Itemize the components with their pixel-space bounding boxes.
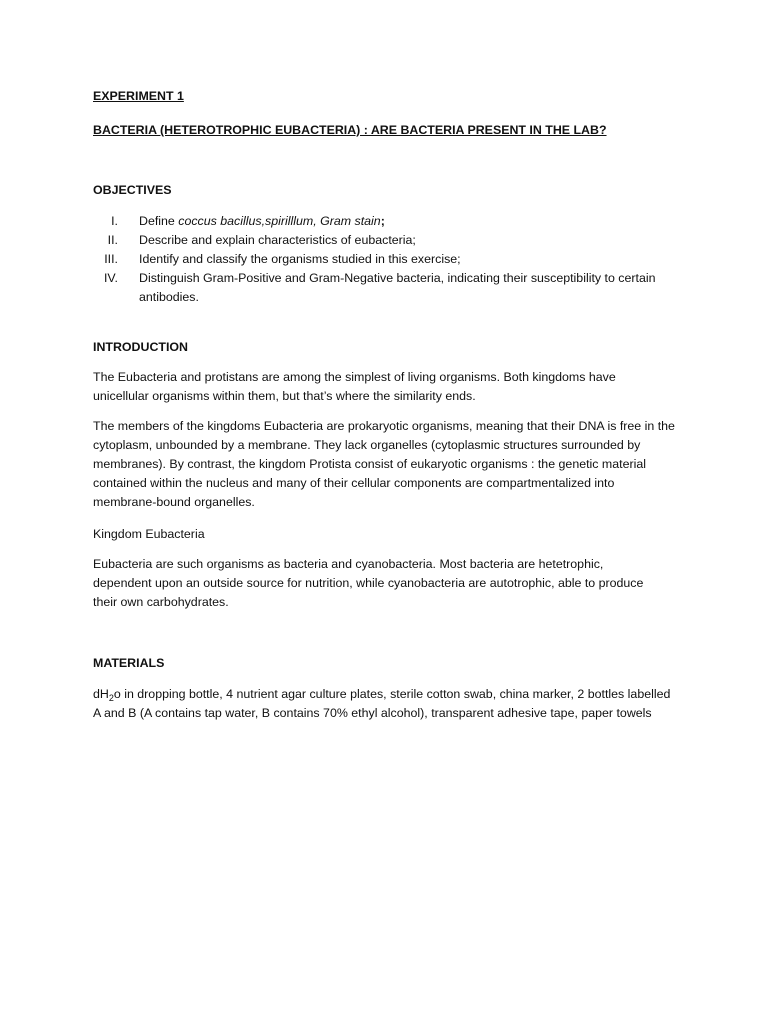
intro-paragraph-1: The Eubacteria and protistans are among the simplest of living organisms. Both kingdoms have unicellular organisms within them, but that’s where the similarity ends. — [93, 370, 616, 403]
objectives-heading: OBJECTIVES — [93, 183, 172, 197]
objective-item — [93, 212, 678, 231]
objective-prefix: Define — [139, 214, 179, 228]
experiment-subtitle: BACTERIA (HETEROTROPHIC EUBACTERIA) : ARE BACTERIA PRESENT IN THE LAB? — [93, 123, 607, 137]
objective-text: Describe and explain characteristics of eubacteria; — [139, 233, 416, 247]
objective-text: Distinguish Gram-Positive and Gram-Negative bacteria, indicating their susceptibility to certain antibodies. — [139, 271, 656, 304]
intro-paragraph-2: The members of the kingdoms Eubacteria are prokaryotic organisms, meaning that their DNA is free in the cytoplasm, unbounded by a membrane. They lack organelles (cytoplasmic structures surrounded by membranes). By contrast, the kingdom Protista consist of eukaryotic organisms : the genetic material contained within the nucleus and many of their cellular components are compartmentalized into membrane-bound organelles. — [93, 419, 675, 509]
materials-heading: MATERIALS — [93, 656, 165, 670]
objective-item — [93, 269, 678, 307]
objective-item — [93, 250, 678, 269]
objective-number: III. — [104, 252, 118, 266]
materials-formula-prefix: dH — [93, 687, 109, 701]
materials-paragraph — [93, 685, 673, 723]
objective-number: IV. — [103, 271, 118, 285]
materials-formula-subscript: 2 — [108, 693, 114, 703]
objective-text: Identify and classify the organisms studied in this exercise; — [139, 252, 461, 266]
introduction-heading: INTRODUCTION — [93, 340, 188, 354]
intro-paragraph-3: Eubacteria are such organisms as bacteria and cyanobacteria. Most bacteria are hetetrophic, dependent upon an outside source for nutrition, while cyanobacteria are autotrophic, able to produce their own carbohydrates. — [93, 557, 644, 609]
objective-terms: coccus bacillus,spirilllum, Gram stain — [178, 214, 381, 228]
objective-number: II. — [107, 233, 118, 247]
objective-suffix: ; — [380, 214, 385, 228]
objective-text — [139, 212, 678, 231]
experiment-title: EXPERIMENT 1 — [93, 89, 184, 103]
kingdom-subheading: Kingdom Eubacteria — [93, 527, 205, 541]
objective-item — [93, 231, 678, 250]
objective-number: I. — [111, 214, 118, 228]
materials-text: o in dropping bottle, 4 nutrient agar culture plates, sterile cotton swab, china marker, 2 bottles labelled A and B (A contains tap water, B contains 70% ethyl alcohol), transparent adhesive tape, paper towels — [93, 687, 671, 720]
